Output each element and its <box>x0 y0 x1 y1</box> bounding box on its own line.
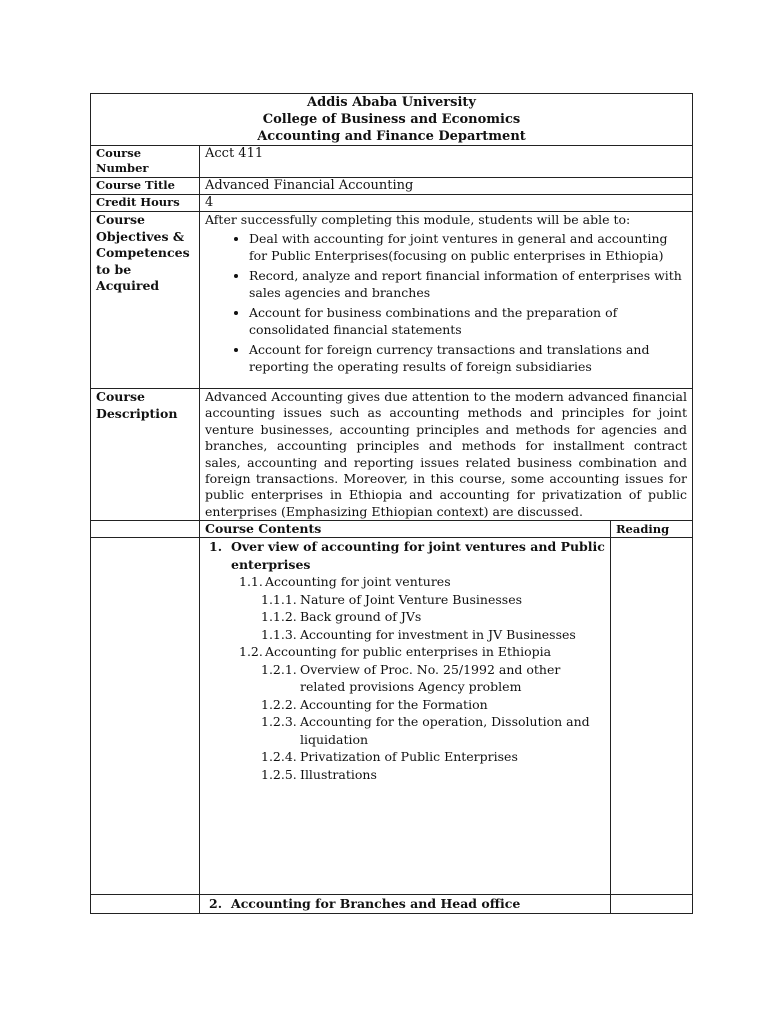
description-label: Course Description <box>91 389 200 521</box>
contents-header: Course Contents <box>200 521 611 538</box>
subsection-item: 1.1.3. Accounting for investment in JV Businesses <box>261 626 576 642</box>
subsection-item: 1.1.1. Nature of Joint Venture Businesses <box>261 591 523 607</box>
objectives-label: Course Objectives & Competences to be Acquired <box>91 212 200 389</box>
unit-title: Over view of accounting for joint ventures and Public enterprises <box>231 539 605 572</box>
objective-item: • Deal with accounting for joint ventures in general and accounting for Public Enterprises(focusing on public enterprises in Ethiopia) <box>249 230 687 264</box>
unit2-blank <box>91 895 200 914</box>
objectives-cell <box>200 212 693 389</box>
course-title-row <box>91 178 693 195</box>
syllabus-table <box>90 93 693 914</box>
objective-item: • Account for business combinations and the preparation of consolidated financial statements <box>249 304 687 338</box>
subsection-item: 1.2.5. Illustrations <box>261 766 377 782</box>
objective-item: • Account for foreign currency transactions and translations and reporting the operating results of foreign subsidiaries <box>249 341 687 375</box>
contents-header-blank <box>91 521 200 538</box>
unit-number: 2. <box>209 896 223 912</box>
unit1-cell <box>200 538 611 895</box>
course-number-row <box>91 146 693 178</box>
credit-hours-value: 4 <box>200 195 693 212</box>
contents-header-row <box>91 521 693 538</box>
course-number-label: Course Number <box>91 146 200 178</box>
description-row <box>91 389 693 521</box>
section-item: 1.2. Accounting for public enterprises in Ethiopia <box>239 644 552 660</box>
course-number-value: Acct 411 <box>200 146 693 178</box>
unit-number: 1. <box>209 539 223 555</box>
unit1-row <box>91 538 693 895</box>
syllabus-page <box>90 93 692 914</box>
unit1-title <box>205 538 605 573</box>
subsection-item: 1.1.2. Back ground of JVs <box>261 609 422 625</box>
university-name: Addis Ababa University <box>307 95 476 110</box>
subsection-item: 1.2.2. Accounting for the Formation <box>261 696 488 712</box>
unit2-title <box>205 895 605 913</box>
course-title-label: Course Title <box>91 178 200 195</box>
credit-hours-label: Credit Hours <box>91 195 200 212</box>
reading-header: Reading <box>611 521 693 538</box>
header-row <box>91 94 693 146</box>
objectives-intro: After successfully completing this module, students will be able to: <box>205 212 631 227</box>
unit1-blank <box>91 538 200 895</box>
credit-hours-row <box>91 195 693 212</box>
subsection-item: 1.2.4. Privatization of Public Enterprises <box>261 749 518 765</box>
unit2-reading <box>611 895 693 914</box>
objective-item: • Record, analyze and report financial information of enterprises with sales agencies and branches <box>249 267 687 301</box>
unit1-reading <box>611 538 693 895</box>
unit2-cell <box>200 895 611 914</box>
objectives-list <box>205 230 687 375</box>
subsection-item: 1.2.1. Overview of Proc. No. 25/1992 and other related provisions Agency problem <box>261 661 561 695</box>
course-title-value: Advanced Financial Accounting <box>200 178 693 195</box>
description-text: Advanced Accounting gives due attention to the modern advanced financial accounting issues such as accounting methods and principles for joint venture businesses, accounting principles and methods for agencies and branches, accounting principles and methods for installment contract sales, accounting and reporting issues related business combination and foreign transactions. Moreover, in this course, some accounting issues for public enterprises in Ethiopia and accounting for privatization of public enterprises (Emphasizing Ethiopian context) are discussed. <box>200 389 693 521</box>
objectives-row <box>91 212 693 389</box>
unit-title: Accounting for Branches and Head office <box>231 896 521 912</box>
section-item: 1.1. Accounting for joint ventures <box>239 574 451 590</box>
unit2-row <box>91 895 693 914</box>
college-name: College of Business and Economics <box>262 112 521 127</box>
subsection-item: 1.2.3. Accounting for the operation, Dissolution and liquidation <box>261 714 590 747</box>
department-name: Accounting and Finance Department <box>257 129 526 144</box>
header-cell <box>91 94 693 146</box>
